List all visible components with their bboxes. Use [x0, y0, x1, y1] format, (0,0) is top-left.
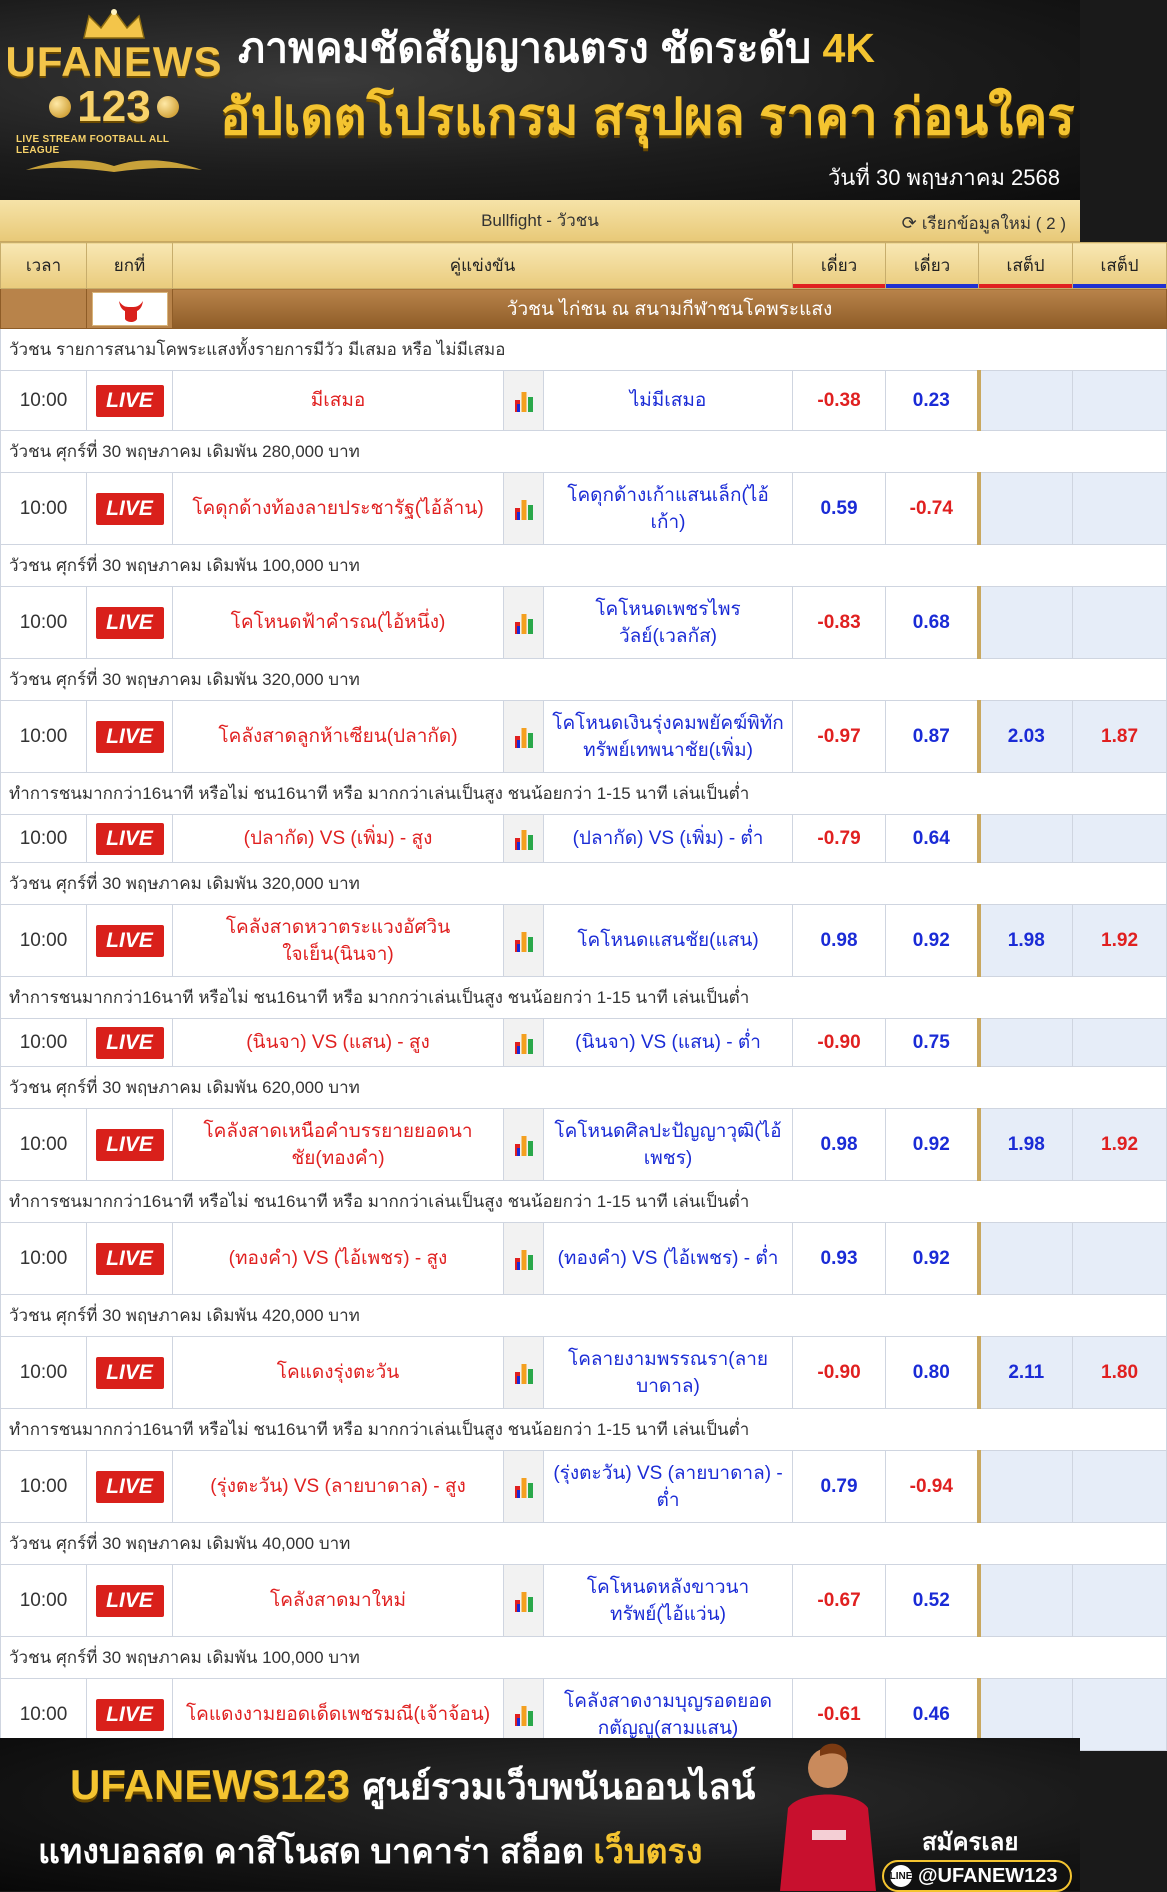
ou1-cell[interactable] [979, 1337, 1073, 1409]
ou2-cell[interactable] [1073, 371, 1167, 431]
football-icon [157, 96, 179, 118]
away-team: โคโหนดเงินรุ่งคมพยัคฆ์พิทักทรัพย์เทพนาชัย(เพิ่ม) [544, 701, 793, 773]
info-row [1, 431, 1167, 473]
odd1-value[interactable]: -0.61 [793, 1679, 886, 1751]
info-text: ทำการชนมากกว่า16นาที หรือไม่ ชน16นาที หรือ มากกว่าเล่นเป็นสูง ชนน้อยกว่า 1-15 นาที เล่นเป็นต่ำ [1, 773, 1167, 815]
league-icon-cell [1, 289, 87, 329]
ou2-cell[interactable] [1073, 701, 1167, 773]
ou2-value: 1.92 [1101, 1133, 1139, 1155]
col-ou1: เสต็ป [979, 243, 1073, 289]
info-text: วัวชน ศุกร์ที่ 30 พฤษภาคม เดิมพัน 100,000 บาท [1, 1637, 1167, 1679]
logo-brand: UFANEWS [5, 38, 223, 85]
headline-main: อัปเดตโปรแกรม สรุปผล ราคา ก่อนใคร [220, 88, 1075, 145]
ou1-cell[interactable] [979, 1019, 1073, 1067]
league-title: วัวชน ไก่ชน ณ สนามกีฬาชนโคพระแสง [173, 289, 1167, 329]
live-cell [87, 701, 173, 773]
player-image [750, 1738, 900, 1891]
line-icon: LINE [890, 1865, 912, 1887]
col-time: เวลา [1, 243, 87, 289]
ou2-cell[interactable] [1073, 815, 1167, 863]
match-time: 10:00 [1, 371, 87, 431]
ou1-value: 2.03 [1007, 725, 1045, 747]
ou2-value: 1.87 [1101, 725, 1139, 747]
stats-icon[interactable] [513, 388, 535, 414]
away-team: โคลังสาดงามบุญรอดยอดกตัญญู(สามแสน) [544, 1679, 793, 1751]
info-text: วัวชน ศุกร์ที่ 30 พฤษภาคม เดิมพัน 320,000 บาท [1, 659, 1167, 701]
match-row[interactable] [1, 1565, 1167, 1637]
odd2-value[interactable]: 0.87 [886, 701, 979, 773]
ou1-cell[interactable] [979, 815, 1073, 863]
stats-cell [504, 1223, 544, 1295]
live-button[interactable]: LIVE [96, 607, 164, 639]
stats-cell [504, 1451, 544, 1523]
live-cell [87, 1109, 173, 1181]
stats-icon[interactable] [513, 826, 535, 852]
ou2-cell[interactable] [1073, 1223, 1167, 1295]
info-text: ทำการชนมากกว่า16นาที หรือไม่ ชน16นาที หรือ มากกว่าเล่นเป็นสูง ชนน้อยกว่า 1-15 นาที เล่นเป็นต่ำ [1, 1181, 1167, 1223]
stats-icon[interactable] [513, 1588, 535, 1614]
live-button[interactable]: LIVE [96, 1027, 164, 1059]
live-cell [87, 1565, 173, 1637]
odd1-value[interactable]: 0.98 [793, 1109, 886, 1181]
match-row[interactable] [1, 701, 1167, 773]
away-team: (ปลากัด) VS (เพิ่ม) - ต่ำ [544, 815, 793, 863]
match-time: 10:00 [1, 473, 87, 545]
live-button[interactable]: LIVE [96, 823, 164, 855]
refresh-icon: ⟳ [901, 213, 917, 233]
info-text: วัวชน ศุกร์ที่ 30 พฤษภาคม เดิมพัน 100,000 บาท [1, 545, 1167, 587]
ou1-cell[interactable] [979, 701, 1073, 773]
live-button[interactable]: LIVE [96, 721, 164, 753]
home-team: (รุ่งตะวัน) VS (ลายบาดาล) - สูง [173, 1451, 504, 1523]
stats-icon[interactable] [513, 724, 535, 750]
odd2-value[interactable]: 0.92 [886, 905, 979, 977]
match-time: 10:00 [1, 815, 87, 863]
stats-cell [504, 1337, 544, 1409]
away-team: (ทองคำ) VS (ไอ้เพชร) - ต่ำ [544, 1223, 793, 1295]
live-button[interactable]: LIVE [96, 385, 164, 417]
live-cell [87, 371, 173, 431]
home-team: โคดุกด้างท้องลายประชารัฐ(ไอ้ล้าน) [173, 473, 504, 545]
ou1-cell[interactable] [979, 1109, 1073, 1181]
crown-icon [79, 8, 149, 40]
home-team: (ทองคำ) VS (ไอ้เพชร) - สูง [173, 1223, 504, 1295]
ou2-cell[interactable] [1073, 1451, 1167, 1523]
ou2-cell[interactable] [1073, 1109, 1167, 1181]
info-text: วัวชน ศุกร์ที่ 30 พฤษภาคม เดิมพัน 40,000 บาท [1, 1523, 1167, 1565]
stats-cell [504, 701, 544, 773]
info-row [1, 1181, 1167, 1223]
stats-cell [504, 1109, 544, 1181]
header-banner [0, 0, 1080, 200]
away-team: ไม่มีเสมอ [544, 371, 793, 431]
footer-tagline: ศูนย์รวมเว็บพนันออนไลน์ [362, 1766, 756, 1807]
stats-icon[interactable] [513, 1360, 535, 1386]
odd2-value[interactable]: 0.92 [886, 1223, 979, 1295]
info-text: ทำการชนมากกว่า16นาที หรือไม่ ชน16นาที หรือ มากกว่าเล่นเป็นสูง ชนน้อยกว่า 1-15 นาที เล่นเป็นต่ำ [1, 977, 1167, 1019]
info-text: วัวชน ศุกร์ที่ 30 พฤษภาคม เดิมพัน 620,000 บาท [1, 1067, 1167, 1109]
live-cell [87, 1337, 173, 1409]
footer-brand: UFANEWS123 [70, 1761, 351, 1808]
info-row [1, 1295, 1167, 1337]
ou1-cell[interactable] [979, 473, 1073, 545]
live-button[interactable]: LIVE [96, 1585, 164, 1617]
home-team: โคโหนดฟ้าคำรณ(ไอ้หนึ่ง) [173, 587, 504, 659]
home-team: มีเสมอ [173, 371, 504, 431]
stats-cell [504, 587, 544, 659]
line-id-button[interactable] [882, 1860, 1072, 1892]
away-team: โคโหนดแสนชัย(แสน) [544, 905, 793, 977]
stats-cell [504, 1019, 544, 1067]
match-time: 10:00 [1, 701, 87, 773]
headline-top [238, 16, 875, 81]
info-text: วัวชน ศุกร์ที่ 30 พฤษภาคม เดิมพัน 280,000 บาท [1, 431, 1167, 473]
odd2-value[interactable]: 0.23 [886, 371, 979, 431]
info-row [1, 1523, 1167, 1565]
stats-cell [504, 815, 544, 863]
stats-icon[interactable] [513, 496, 535, 522]
site-logo[interactable] [5, 8, 223, 184]
stats-icon[interactable] [513, 1132, 535, 1158]
match-time: 10:00 [1, 1223, 87, 1295]
date-label: วันที่ 30 พฤษภาคม 2568 [827, 165, 1060, 190]
info-row [1, 977, 1167, 1019]
headline-top-text: ภาพคมชัดสัญญาณตรง ชัดระดับ [238, 25, 812, 71]
signup-button[interactable]: สมัครเลย [922, 1829, 1019, 1856]
odd2-value[interactable]: 0.52 [886, 1565, 979, 1637]
logo-number: 123 [77, 82, 151, 131]
odd1-value[interactable]: -0.67 [793, 1565, 886, 1637]
odd1-value[interactable]: 0.59 [793, 473, 886, 545]
home-team: โคลังสาดลูกห้าเซียน(ปลากัด) [173, 701, 504, 773]
league-icon-cell [87, 289, 173, 329]
col-ou2: เสต็ป [1073, 243, 1167, 289]
match-row[interactable] [1, 1223, 1167, 1295]
odd1-value[interactable]: -0.90 [793, 1019, 886, 1067]
live-button[interactable]: LIVE [96, 925, 164, 957]
info-row [1, 773, 1167, 815]
match-time: 10:00 [1, 1679, 87, 1751]
info-text: วัวชน รายการสนามโคพระแสงทั้งรายการมีวัว มีเสมอ หรือ ไม่มีเสมอ [1, 329, 1167, 371]
ou1-cell[interactable] [979, 1223, 1073, 1295]
col-odd1: เดี่ยว [793, 243, 886, 289]
football-icon [49, 96, 71, 118]
column-header-row [1, 243, 1167, 289]
table-title: Bullfight - วัวชน [481, 211, 599, 230]
odd2-value[interactable]: 0.64 [886, 815, 979, 863]
ou2-cell[interactable] [1073, 1019, 1167, 1067]
wing-ornament-icon [24, 156, 204, 176]
league-row [1, 289, 1167, 329]
home-team: (ปลากัด) VS (เพิ่ม) - สูง [173, 815, 504, 863]
stats-icon[interactable] [513, 928, 535, 954]
match-row[interactable] [1, 371, 1167, 431]
away-team: โคลายงามพรรณรา(ลายบาดาล) [544, 1337, 793, 1409]
footer-line1 [70, 1758, 755, 1815]
live-cell [87, 473, 173, 545]
match-row[interactable] [1, 1109, 1167, 1181]
odd2-value[interactable]: 0.80 [886, 1337, 979, 1409]
live-button[interactable]: LIVE [96, 1243, 164, 1275]
info-row [1, 329, 1167, 371]
home-team: โคลังสาดมาใหม่ [173, 1565, 504, 1637]
odds-panel [0, 200, 1139, 1739]
stats-icon[interactable] [513, 1474, 535, 1500]
info-row [1, 1067, 1167, 1109]
odd1-value[interactable]: -0.90 [793, 1337, 886, 1409]
home-team: โคแดงงามยอดเด็ดเพชรมณี(เจ้าจ้อน) [173, 1679, 504, 1751]
stats-cell [504, 371, 544, 431]
ou2-cell[interactable] [1073, 587, 1167, 659]
away-team: โคโหนดศิลปะปัญญาวุฒิ(ไอ้เพชร) [544, 1109, 793, 1181]
ou1-value: 1.98 [1007, 929, 1045, 951]
stats-icon[interactable] [513, 1246, 535, 1272]
stats-cell [504, 905, 544, 977]
home-team: โคลังสาดหวาตระแวงอัศวินใจเย็น(นินจา) [173, 905, 504, 977]
odd1-value[interactable]: 0.93 [793, 1223, 886, 1295]
refresh-label: เรียกข้อมูลใหม่ ( 2 ) [921, 214, 1066, 233]
ou2-cell[interactable] [1073, 1565, 1167, 1637]
match-time: 10:00 [1, 1451, 87, 1523]
away-team: โคดุกด้างเก้าแสนเล็ก(ไอ้เก้า) [544, 473, 793, 545]
col-match: คู่แข่งขัน [173, 243, 793, 289]
away-team: โคโหนดเพชรไพรวัลย์(เวลกัส) [544, 587, 793, 659]
odd1-value[interactable]: 0.98 [793, 905, 886, 977]
ou2-cell[interactable] [1073, 1679, 1167, 1751]
info-text: วัวชน ศุกร์ที่ 30 พฤษภาคม เดิมพัน 420,000 บาท [1, 1295, 1167, 1337]
table-title-bar [0, 200, 1080, 242]
away-team: โคโหนดหลังขาวนาทรัพย์(ไอ้แว่น) [544, 1565, 793, 1637]
match-row[interactable] [1, 905, 1167, 977]
live-cell [87, 815, 173, 863]
footer-services: แทงบอลสด คาสิโนสด บาคาร่า สล็อต [38, 1833, 584, 1871]
odd2-value[interactable]: 0.92 [886, 1109, 979, 1181]
match-row[interactable] [1, 1451, 1167, 1523]
match-row[interactable] [1, 473, 1167, 545]
odd2-value[interactable]: 0.68 [886, 587, 979, 659]
ou2-cell[interactable] [1073, 473, 1167, 545]
match-time: 10:00 [1, 905, 87, 977]
info-row [1, 659, 1167, 701]
odd1-value[interactable]: -0.79 [793, 815, 886, 863]
ou1-cell[interactable] [979, 1565, 1073, 1637]
live-cell [87, 905, 173, 977]
line-id: @UFANEW123 [918, 1864, 1058, 1887]
odds-table [0, 242, 1167, 1751]
refresh-button[interactable] [902, 210, 1066, 237]
col-kickoff: ยกที่ [87, 243, 173, 289]
match-time: 10:00 [1, 1565, 87, 1637]
ou1-cell[interactable] [979, 371, 1073, 431]
info-row [1, 1637, 1167, 1679]
live-cell [87, 587, 173, 659]
odd1-value[interactable]: -0.38 [793, 371, 886, 431]
stats-cell [504, 1565, 544, 1637]
live-button[interactable]: LIVE [96, 1129, 164, 1161]
away-team: (นินจา) VS (แสน) - ต่ำ [544, 1019, 793, 1067]
footer-highlight: เว็บตรง [593, 1833, 703, 1871]
footer-line2 [38, 1824, 703, 1878]
odd1-value[interactable]: -0.83 [793, 587, 886, 659]
odd1-value[interactable]: 0.79 [793, 1451, 886, 1523]
info-row [1, 1409, 1167, 1451]
match-row[interactable] [1, 1019, 1167, 1067]
ou1-value: 2.11 [1008, 1361, 1045, 1383]
ou1-cell[interactable] [979, 905, 1073, 977]
match-row[interactable] [1, 815, 1167, 863]
match-row[interactable] [1, 1337, 1167, 1409]
stats-icon[interactable] [513, 610, 535, 636]
info-row [1, 863, 1167, 905]
info-text: ทำการชนมากกว่า16นาที หรือไม่ ชน16นาที หรือ มากกว่าเล่นเป็นสูง ชนน้อยกว่า 1-15 นาที เล่นเป็นต่ำ [1, 1409, 1167, 1451]
odd2-value[interactable]: -0.74 [886, 473, 979, 545]
live-cell [87, 1019, 173, 1067]
live-button[interactable]: LIVE [96, 1471, 164, 1503]
home-team: (นินจา) VS (แสน) - สูง [173, 1019, 504, 1067]
col-odd2: เดี่ยว [886, 243, 979, 289]
match-row[interactable] [1, 587, 1167, 659]
live-button[interactable]: LIVE [96, 493, 164, 525]
logo-tagline: LIVE STREAM FOOTBALL ALL LEAGUE [16, 134, 170, 156]
home-team: โคแดงรุ่งตะวัน [173, 1337, 504, 1409]
match-time: 10:00 [1, 587, 87, 659]
headline-4k: 4K [822, 25, 875, 71]
stats-icon[interactable] [513, 1702, 535, 1728]
ou1-cell[interactable] [979, 1451, 1073, 1523]
bull-icon [92, 292, 168, 326]
footer-banner [0, 1738, 1080, 1891]
info-row [1, 545, 1167, 587]
ou1-cell[interactable] [979, 587, 1073, 659]
ou2-cell[interactable] [1073, 905, 1167, 977]
away-team: (รุ่งตะวัน) VS (ลายบาดาล) - ต่ำ [544, 1451, 793, 1523]
match-time: 10:00 [1, 1109, 87, 1181]
info-text: วัวชน ศุกร์ที่ 30 พฤษภาคม เดิมพัน 320,000 บาท [1, 863, 1167, 905]
odd2-value[interactable]: 0.75 [886, 1019, 979, 1067]
home-team: โคลังสาดเหนือคำบรรยายยอดนาชัย(ทองคำ) [173, 1109, 504, 1181]
stats-cell [504, 473, 544, 545]
live-button[interactable]: LIVE [96, 1357, 164, 1389]
ou2-value: 1.80 [1101, 1361, 1139, 1383]
stats-icon[interactable] [513, 1030, 535, 1056]
odd2-value[interactable]: -0.94 [886, 1451, 979, 1523]
live-cell [87, 1223, 173, 1295]
match-time: 10:00 [1, 1019, 87, 1067]
ou1-value: 1.98 [1007, 1133, 1045, 1155]
odd1-value[interactable]: -0.97 [793, 701, 886, 773]
live-cell [87, 1451, 173, 1523]
match-time: 10:00 [1, 1337, 87, 1409]
ou2-value: 1.92 [1101, 929, 1139, 951]
ou2-cell[interactable] [1073, 1337, 1167, 1409]
live-button[interactable]: LIVE [96, 1699, 164, 1731]
odd2-value[interactable]: 0.46 [886, 1679, 979, 1751]
